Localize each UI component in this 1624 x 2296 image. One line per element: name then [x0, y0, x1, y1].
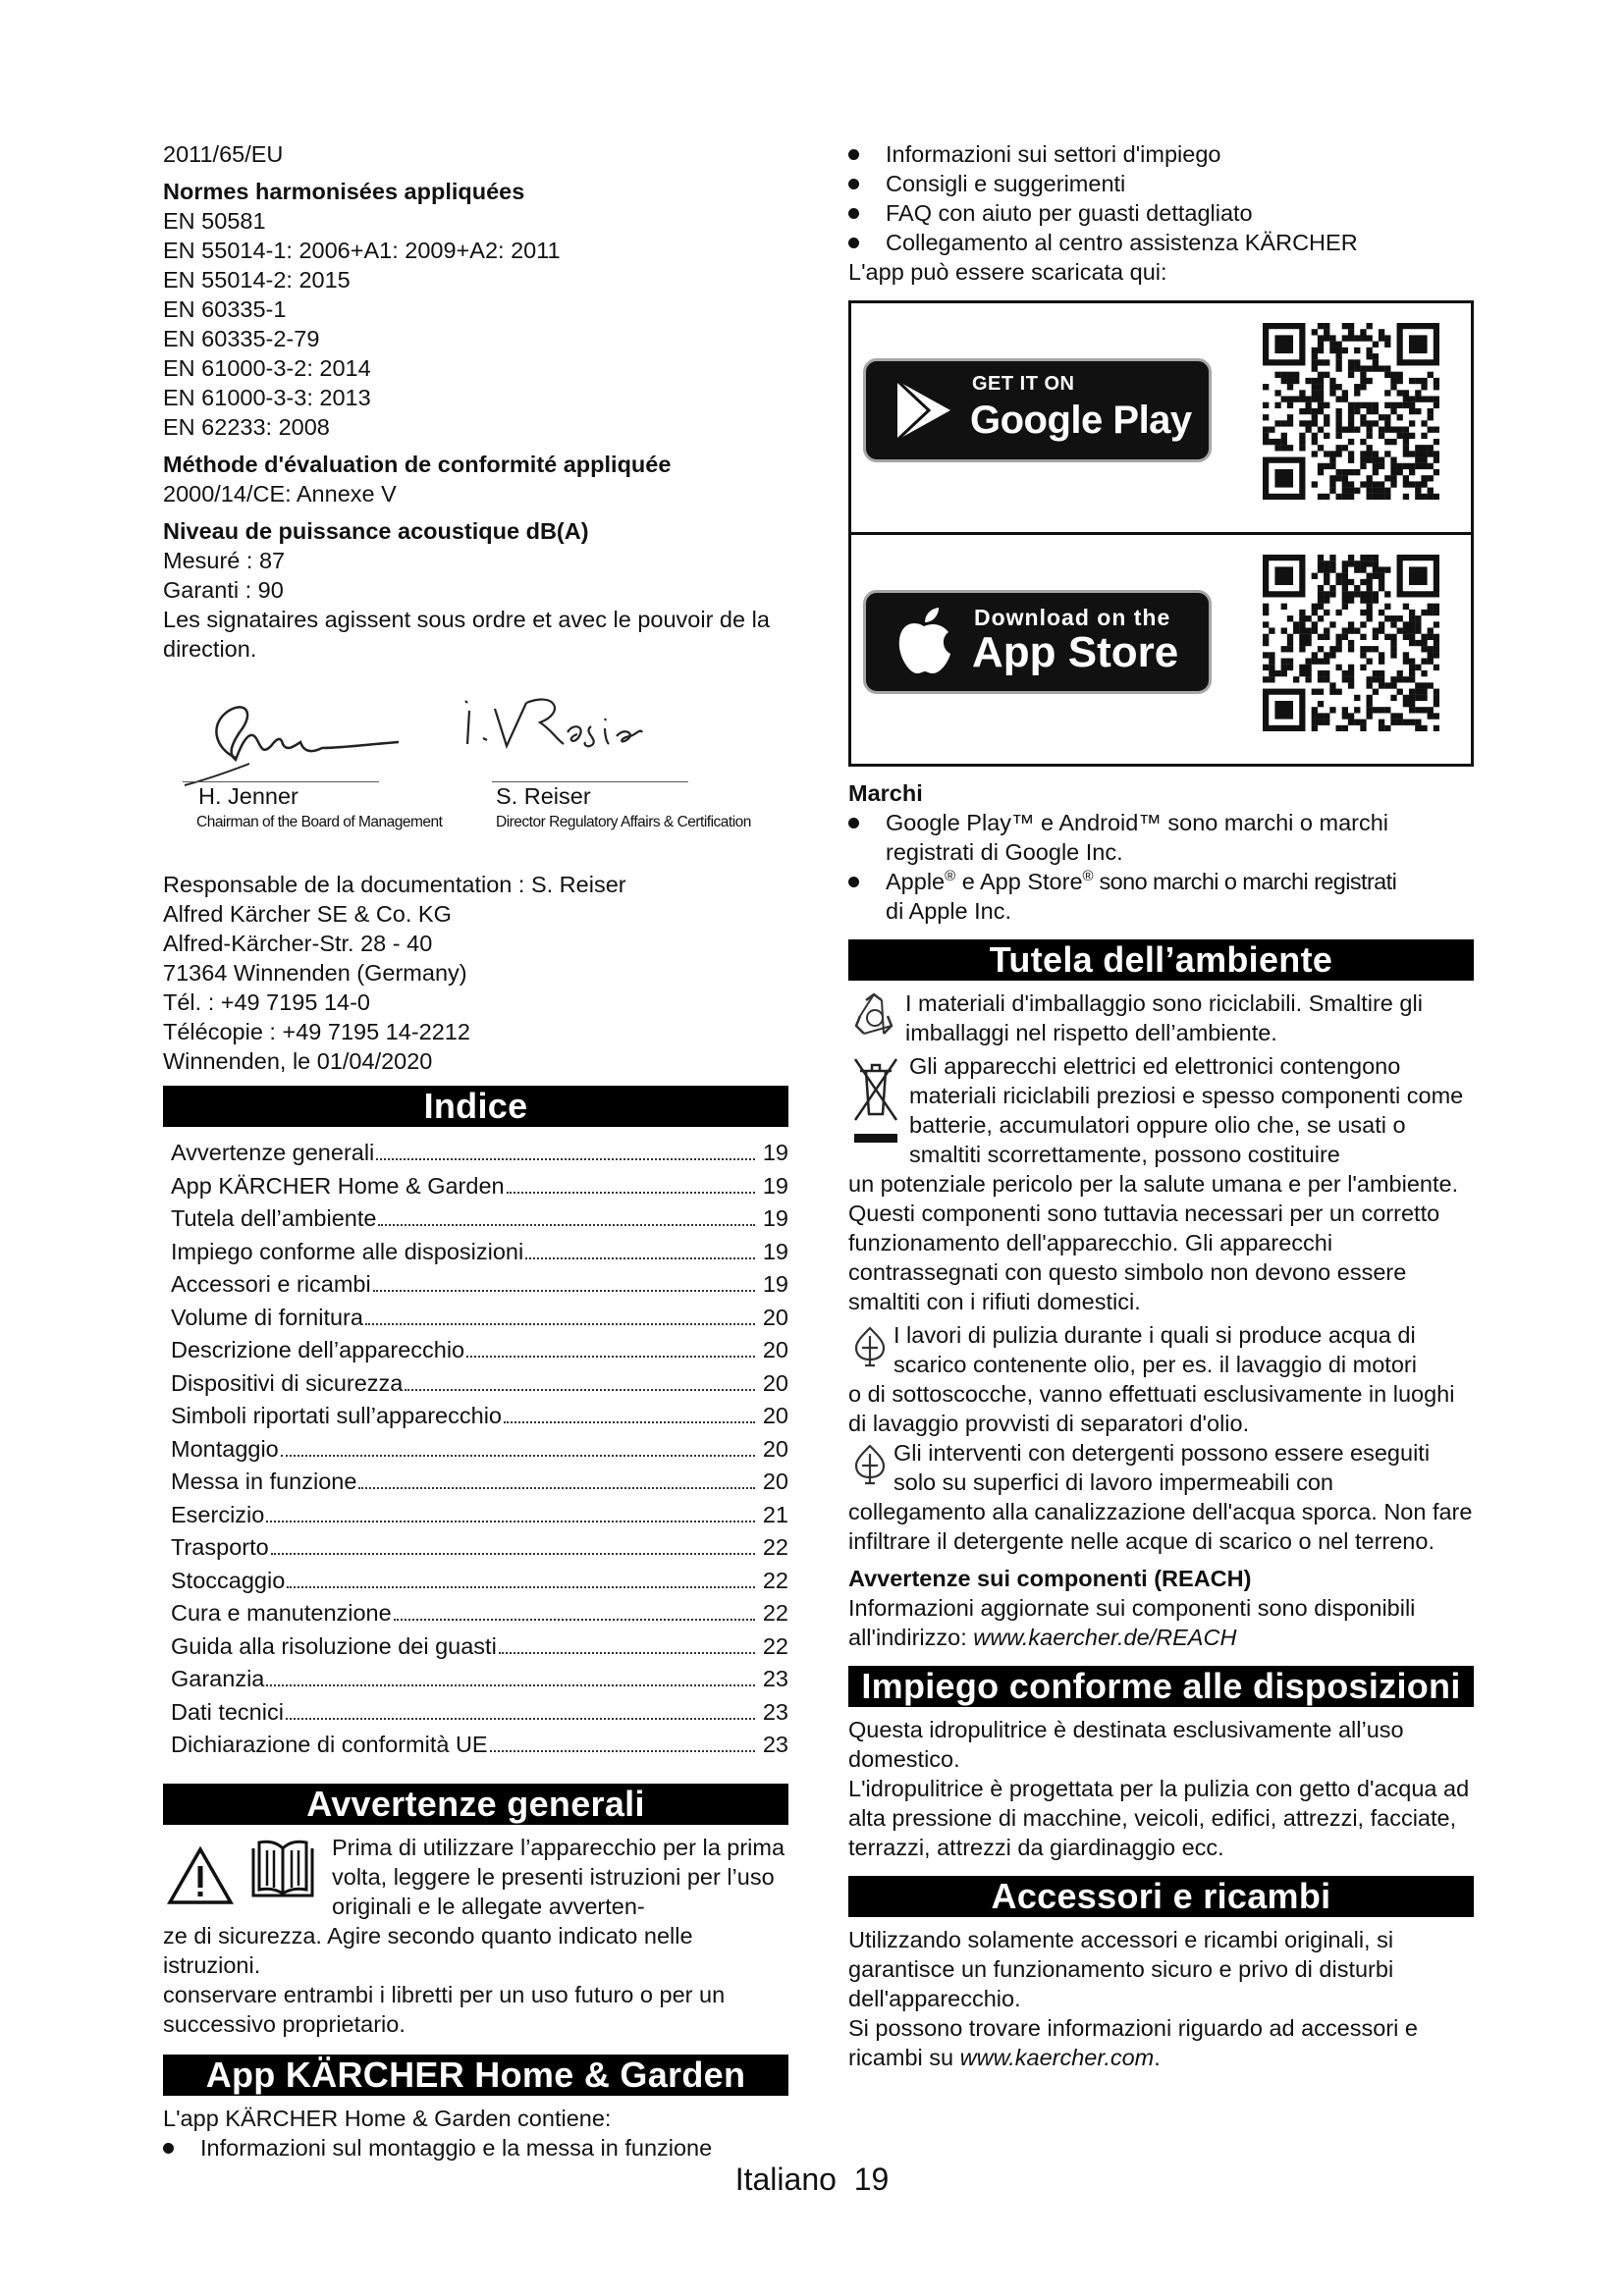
app-intro: L'app KÄRCHER Home & Garden contiene: — [163, 2105, 612, 2131]
index-banner: Indice — [163, 1086, 788, 1127]
env-oil-block — [848, 1320, 1474, 1438]
address-line: 71364 Winnenden (Germany) — [163, 960, 467, 986]
qr-code-apple — [1263, 555, 1439, 731]
app-store-small-text: Download on the — [974, 605, 1171, 630]
toc-row[interactable]: Dati tecnici 23 — [171, 1698, 788, 1725]
address-line: Winnenden, le 01/04/2020 — [163, 1048, 433, 1074]
reach-heading: Avvertenze sui componenti (REACH) — [848, 1566, 1252, 1591]
general-warnings-banner: Avvertenze generali — [163, 1784, 788, 1825]
norms-heading: Normes harmonisées appliquées — [163, 179, 525, 204]
signature-area — [163, 673, 788, 870]
app-bullet: FAQ con aiuto per guasti dettagliato — [848, 198, 1474, 228]
env-detergent-text: collegamento alla canalizzazione dell'acqua sporca. Non fare infiltrare il detergente nelle acque di scarico o nel terreno. — [848, 1499, 1473, 1554]
google-play-cell — [851, 303, 1471, 532]
reach-link[interactable]: www.kaercher.de/REACH — [973, 1625, 1237, 1650]
app-bullet: Informazioni sui settori d'impiego — [848, 139, 1474, 169]
toc-row[interactable]: Accessori e ricambi 19 — [171, 1271, 788, 1297]
address-line: Alfred Kärcher SE & Co. KG — [163, 901, 452, 927]
toc-row[interactable]: Esercizio 21 — [171, 1501, 788, 1527]
signer-name: H. Jenner — [198, 783, 298, 809]
app-store-badge[interactable] — [863, 590, 1212, 694]
google-play-icon — [893, 379, 954, 442]
toc-row[interactable]: App KÄRCHER Home & Garden 19 — [171, 1172, 788, 1199]
norm-item: EN 61000-3-3: 2013 — [163, 385, 371, 410]
env-detergent-block — [848, 1438, 1474, 1556]
env-weee-text: Gli apparecchi elettrici ed elettronici contengono materiali riciclabili preziosi e spesso componenti come batterie, accumulatori oppure olio che, se usati o smaltiti scorrettamente, possono costituire — [909, 1053, 1464, 1167]
address-line: Alfred-Kärcher-Str. 28 - 40 — [163, 931, 433, 956]
environment-banner: Tutela dell’ambiente — [848, 939, 1474, 981]
footer-language: Italiano — [734, 2162, 837, 2197]
method-heading: Méthode d'évaluation de conformité appliquée — [163, 452, 672, 477]
norm-item: EN 60335-2-79 — [163, 326, 320, 351]
app-store-big-text: App Store — [972, 628, 1179, 676]
norm-item: EN 61000-3-2: 2014 — [163, 355, 371, 381]
intended-use-text: L'idropulitrice è progettata per la pulizia con getto d'acqua ad alta pressione di macchine, veicoli, edifici, attrezzi, facciate, terrazzi, attrezzi da giardinaggio ecc. — [848, 1776, 1470, 1860]
water-drain-icon — [852, 1444, 888, 1485]
signer-name: S. Reiser — [496, 783, 591, 809]
env-recycle-text: I materiali d'imballaggio sono riciclabili. Smaltire gli imballaggi nel rispetto dell’ambiente. — [905, 990, 1423, 1045]
manual-book-icon — [247, 1837, 318, 1901]
toc-row[interactable]: Dispositivi di sicurezza 20 — [171, 1369, 788, 1396]
norm-item: EN 50581 — [163, 208, 266, 234]
toc-row[interactable]: Trasporto 22 — [171, 1534, 788, 1560]
google-play-badge[interactable] — [863, 358, 1212, 462]
signature-jenner — [175, 689, 401, 787]
marks-item: Apple® e App Store® sono marchi o marchi registrati — [848, 867, 1474, 896]
toc-row[interactable]: Dichiarazione di conformità UE 23 — [171, 1732, 788, 1757]
env-oil-text: I lavori di pulizia durante i quali si produce acqua di scarico contenente olio, per es. il lavaggio di motori — [893, 1322, 1417, 1377]
noise-heading: Niveau de puissance acoustique dB(A) — [163, 518, 589, 544]
noise-guaranteed: Garanti : 90 — [163, 577, 284, 603]
toc-row[interactable]: Garanzia 23 — [171, 1666, 788, 1691]
toc-row[interactable]: Tutela dell’ambiente 19 — [171, 1205, 788, 1231]
left-column — [163, 139, 788, 2163]
toc-row[interactable]: Montaggio 20 — [171, 1435, 788, 1462]
table-of-contents — [163, 1137, 788, 1762]
footer-page-number: 19 — [853, 2162, 890, 2197]
crossed-bin-icon — [852, 1055, 899, 1146]
intended-use-banner: Impiego conforme alle disposizioni — [848, 1666, 1474, 1707]
accessories-banner: Accessori e ricambi — [848, 1876, 1474, 1917]
directive-line: 2011/65/EU — [163, 141, 284, 167]
general-warnings-text: ze di sicurezza. Agire secondo quanto indicato nelle istruzioni. — [163, 1922, 693, 1978]
env-oil-text: o di sottoscocche, vanno effettuati esclusivamente in luoghi di lavaggio provvisti di separatori d'olio. — [848, 1381, 1455, 1436]
norms-list — [163, 206, 788, 442]
accessories-text: Utilizzando solamente accessori e ricambi originali, si garantisce un funzionamento sicuro e privo di disturbi dell'apparecchio. — [848, 1927, 1394, 2011]
accessories-text: Si possono trovare informazioni riguardo ad accessori e ricambi su www.kaercher.com. — [848, 2015, 1418, 2070]
address-block — [163, 870, 788, 1076]
warning-triangle-icon — [167, 1846, 234, 1905]
app-bullet: Consigli e suggerimenti — [848, 169, 1474, 198]
signature-reiser — [458, 693, 644, 762]
marks-item: Google Play™ e Android™ sono marchi o marchi — [848, 808, 1474, 837]
intended-use-text: Questa idropulitrice è destinata esclusivamente all’uso domestico. — [848, 1717, 1404, 1772]
google-play-big-text: Google Play — [970, 399, 1192, 442]
address-line: Responsable de la documentation : S. Reiser — [163, 872, 626, 897]
app-download-text: L'app può essere scaricata qui: — [848, 259, 1167, 285]
address-line: Télécopie : +49 7195 14-2212 — [163, 1019, 470, 1044]
toc-row[interactable]: Descrizione dell’apparecchio 20 — [171, 1337, 788, 1362]
env-weee-text: un potenziale pericolo per la salute umana e per l'ambiente. Questi componenti sono tuttavia necessari per un corretto funzionamento dell'apparecchio. Gli apparecchi contrassegnati con questo simbolo non devono essere smaltiti con i rifiuti domestici. — [848, 1171, 1459, 1314]
marks-heading: Marchi — [848, 780, 923, 806]
noise-measured: Mesuré : 87 — [163, 548, 286, 573]
google-play-small-text: GET IT ON — [972, 373, 1075, 395]
page-footer — [0, 2162, 1624, 2197]
toc-row[interactable]: Impiego conforme alle disposizioni 19 — [171, 1238, 788, 1264]
norm-item: EN 55014-2: 2015 — [163, 267, 351, 293]
env-weee-block — [848, 1051, 1474, 1316]
env-detergent-text: Gli interventi con detergenti possono essere eseguiti solo su superfici di lavoro impermeabili con — [893, 1440, 1431, 1495]
toc-row[interactable]: Volume di fornitura 20 — [171, 1304, 788, 1330]
norm-item: EN 55014-1: 2006+A1: 2009+A2: 2011 — [163, 238, 561, 263]
store-box — [848, 300, 1474, 767]
env-recycle-block — [848, 988, 1474, 1047]
toc-row[interactable]: Stoccaggio 22 — [171, 1567, 788, 1593]
reach-text: Informazioni aggiornate sui componenti sono disponibili all'indirizzo: www.kaercher.de/REACH — [848, 1595, 1416, 1650]
general-warnings-block — [163, 1833, 788, 2039]
norm-item: EN 62233: 2008 — [163, 414, 330, 440]
accessories-link[interactable]: www.kaercher.com — [959, 2045, 1155, 2070]
marks-item-cont: di Apple Inc. — [886, 898, 1012, 924]
water-drain-icon — [852, 1326, 888, 1367]
general-warnings-text: conservare entrambi i libretti per un uso futuro o per un successivo proprietario. — [163, 1981, 726, 2037]
general-warnings-text: Prima di utilizzare l’apparecchio per la prima volta, leggere le presenti istruzioni per l’uso originali e le allegate avverten- — [332, 1834, 785, 1919]
norm-item: EN 60335-1 — [163, 296, 287, 322]
toc-row[interactable]: Messa in funzione 20 — [171, 1468, 788, 1494]
method-value: 2000/14/CE: Annexe V — [163, 481, 397, 507]
apple-icon — [895, 607, 952, 675]
signer-title: Director Regulatory Affairs & Certification — [496, 814, 751, 830]
signatories-text: Les signataires agissent sous ordre et avec le pouvoir de la direction. — [163, 607, 770, 662]
qr-code-google — [1263, 323, 1439, 500]
toc-row[interactable]: Avvertenze generali 19 — [171, 1140, 788, 1165]
app-banner: App KÄRCHER Home & Garden — [163, 2055, 788, 2096]
toc-row[interactable]: Guida alla risoluzione dei guasti 22 — [171, 1632, 788, 1659]
toc-row[interactable]: Simboli riportati sull’apparecchio 20 — [171, 1403, 788, 1428]
right-column — [848, 139, 1474, 2072]
marks-item-cont: registrati di Google Inc. — [886, 839, 1123, 865]
app-bullet: Collegamento al centro assistenza KÄRCHER — [848, 228, 1474, 257]
signer-title: Chairman of the Board of Management — [196, 814, 443, 830]
app-store-cell — [851, 532, 1471, 764]
toc-row[interactable]: Cura e manutenzione 22 — [171, 1600, 788, 1626]
address-line: Tél. : +49 7195 14-0 — [163, 989, 370, 1015]
app-bullet: Informazioni sul montaggio e la messa in funzione — [163, 2133, 788, 2163]
recycle-icon — [852, 990, 897, 1041]
